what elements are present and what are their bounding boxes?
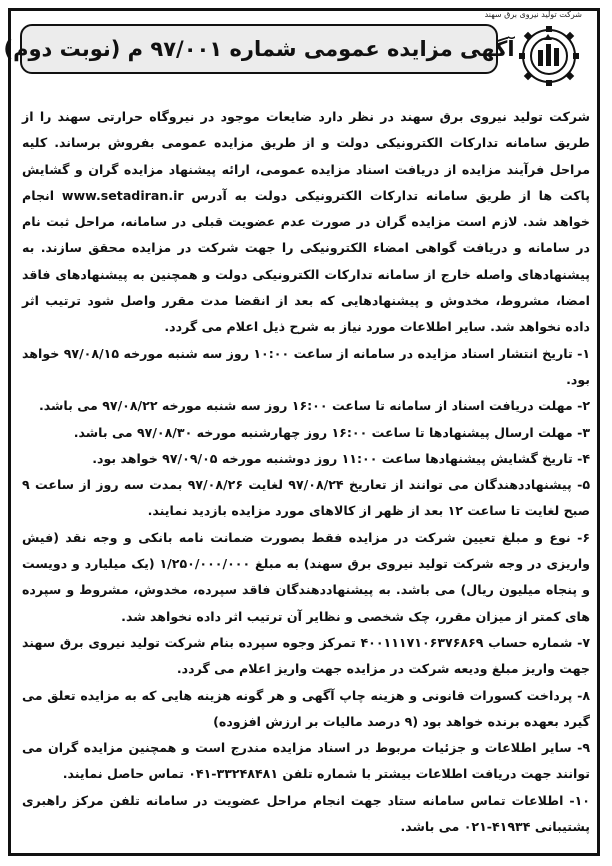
list-item: ۹- سایر اطلاعات و جزئیات مربوط در اسناد مزایده مندرج است و همچنین مزایده گران می توانند جهت دریافت اطلاعات بیشتر با شماره تلفن ۳۳۲۴۸۴۸۱-۰۴۱ تماس حاصل نمایند.: [22, 740, 590, 782]
title-banner: [3, 24, 515, 74]
list-item: ۴- تاریخ گشایش پیشنهادها ساعت ۱۱:۰۰ روز دوشنبه مورخه ۹۷/۰۹/۰۵ خواهد بود.: [92, 450, 590, 466]
list-item: ۸- پرداخت کسورات قانونی و هزینه چاپ آگهی و هر گونه هزینه هایی که به مزایده تعلق می گیرد بعهده برنده خواهد بود (۹ درصد مالیات بر ارزش افزوده): [22, 687, 590, 729]
list-item: ۳- مهلت ارسال پیشنهادها تا ساعت ۱۶:۰۰ روز چهارشنبه مورخه ۹۷/۰۸/۳۰ می باشد.: [73, 424, 590, 440]
list-item: ۱۰- اطلاعات تماس سامانه ستاد جهت انجام مراحل عضویت در سامانه تلفن مرکز راهبری پشتیبانی ۴۱۹۳۴-۰۲۱ می باشد.: [22, 792, 590, 835]
page-title: آگهی مزایده عمومی شماره ۹۷/۰۰۱ م (نوبت دوم): [3, 37, 515, 61]
list-item: ۲- مهلت دریافت اسناد از سامانه تا ساعت ۱۶:۰۰ روز سه شنبه مورخه ۹۷/۰۸/۲۲ می باشد.: [38, 398, 590, 414]
list-item: ۶- نوع و مبلغ تعیین شرکت در مزایده فقط بصورت ضمانت نامه بانکی و وجه نقد (فیش واریزی در وجه شرکت تولید نیروی برق سهند) به مبلغ ۱/۲۵۰/۰۰۰/۰۰۰ (یک میلیارد و دویست و پنجاه میلیون ریال) می باشد. به پیشنهاددهندگان فاقد سپرده، مخدوش، مشروط و سپرده های کمتر از میزان مقرر، چک شخصی و نظایر آن ترتیب اثر داده نخواهد شد.: [22, 529, 590, 624]
intro-paragraph: شرکت تولید نیروی برق سهند در نظر دارد ضایعات موجود در نیروگاه حرارتی سهند را از طریق سامانه تدارکات الکترونیکی دولت و از طریق مزایده عمومی بفروش برساند. کلیه مراحل فرآیند مزایده از دریافت اسناد مزایده عمومی، ارائه پیشنهاد مزایده گران و گشایش پاکت ها از طریق سامانه تدارکات الکترونیکی دولت به آدرس www.setadiran.ir انجام خواهد شد. لازم است مزایده گران در صورت عدم عضویت قبلی در سامانه، مراحل ثبت نام در سامانه و دریافت گواهی امضاء الکترونیکی را جهت شرکت در مزایده محقق سازند. به پیشنهادهای واصله خارج از سامانه تدارکات الکترونیکی دولت و همچنین به پیشنهادهای فاقد امضا، مشروط، مخدوش و پیشنهادهایی که بعد از انقضا مدت مقرر واصل شود ترتیب اثر داده نخواهد شد. سایر اطلاعات مورد نیاز به شرح ذیل اعلام می گردد.: [22, 109, 590, 335]
list-item: ۷- شماره حساب ۴۰۰۱۱۱۷۱۰۶۳۷۶۸۶۹ تمرکز وجوه سپرده بنام شرکت تولید نیروی برق سهند جهت واریز مبلغ ودیعه شرکت در مزایده جهت واریز اعلام می گردد.: [22, 634, 590, 677]
company-name-small: شرکت تولید نیروی برق سهند: [484, 10, 582, 19]
list-item: ۵- پیشنهاددهندگان می توانند از تعاریخ ۹۷/۰۸/۲۴ لغایت ۹۷/۰۸/۲۶ بمدت سه روز از ساعت ۹ صبح لغایت تا ساعت ۱۲ بعد از ظهر از کالاهای مورد مزایده بازدید نمایند.: [22, 477, 591, 519]
list-item: ۱- تاریخ انتشار اسناد مزایده در سامانه از ساعت ۱۰:۰۰ روز سه شنبه مورخه ۹۷/۰۸/۱۵ خواهد بود.: [22, 345, 590, 387]
announcement-body: [22, 104, 590, 848]
gear-power-plant-logo-icon: [508, 20, 590, 90]
